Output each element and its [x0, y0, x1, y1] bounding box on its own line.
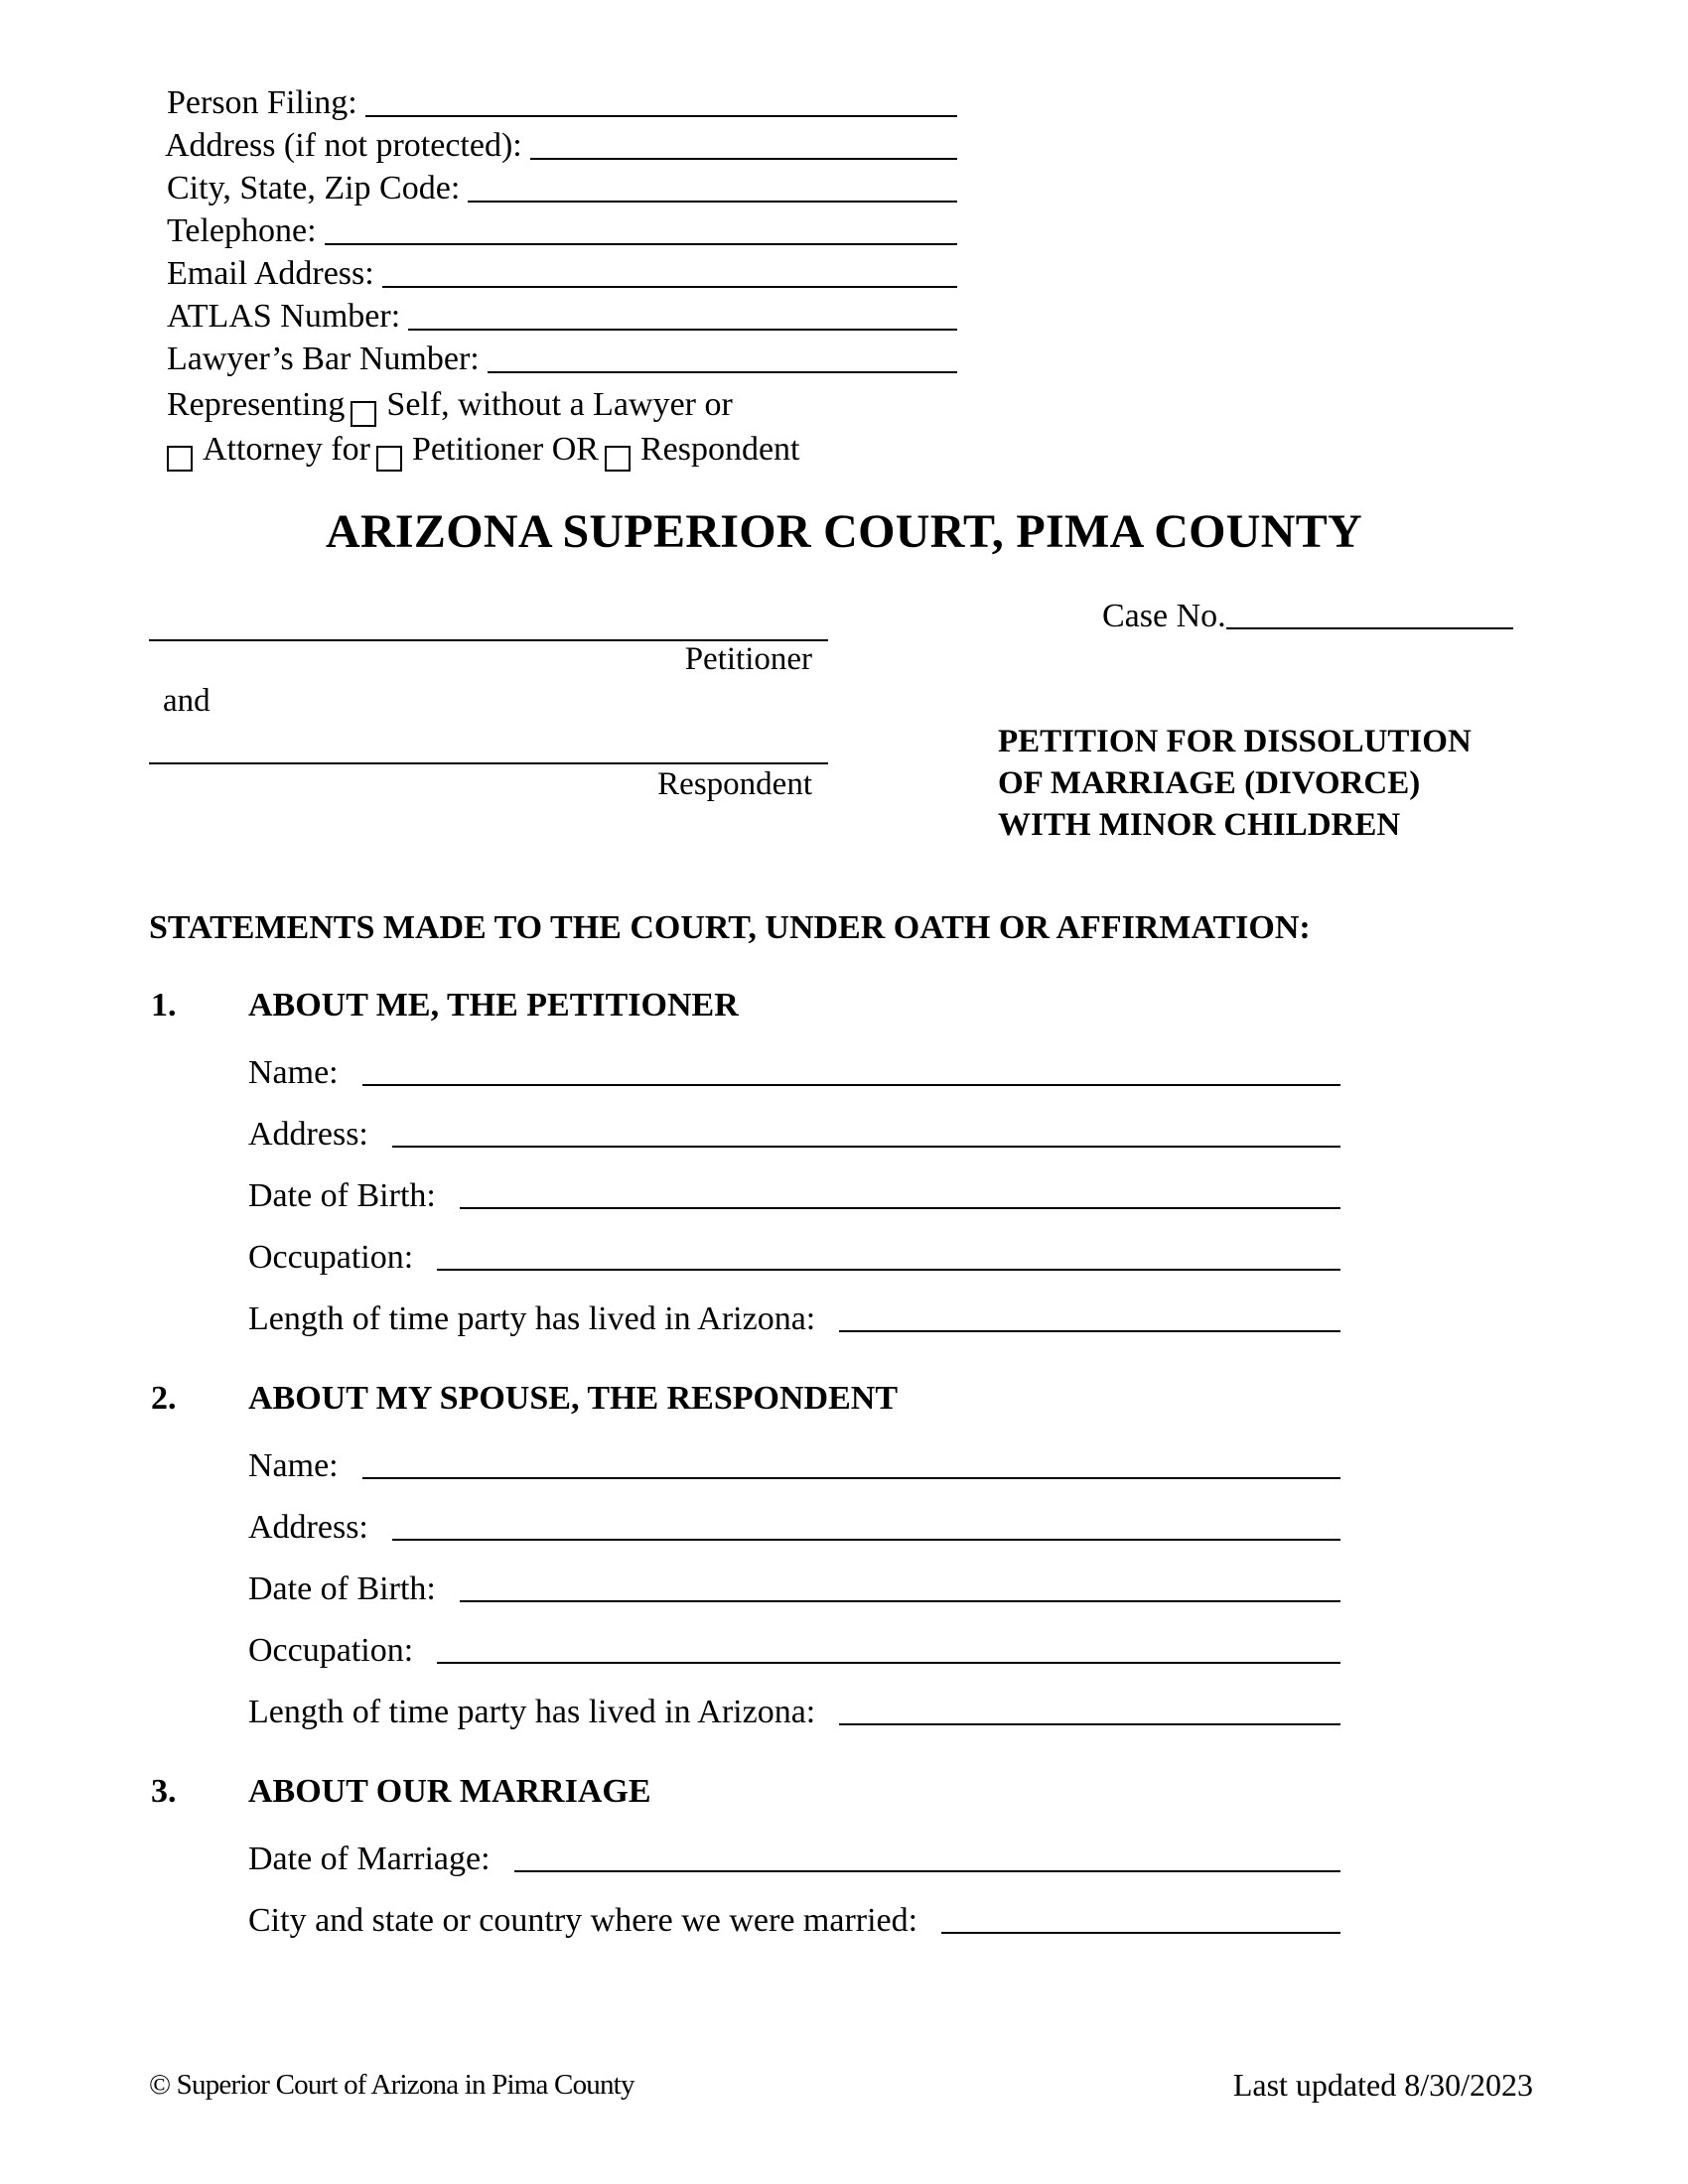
person-filing-line[interactable] [365, 115, 957, 117]
self-checkbox[interactable] [351, 401, 376, 427]
petitioner-name-input[interactable] [362, 1084, 1340, 1086]
marriage-place-field [248, 1902, 1340, 1940]
respondent-dob-field [248, 1570, 1340, 1608]
petitioner-name-field [248, 1054, 1340, 1092]
petitioner-residency-input[interactable] [839, 1330, 1340, 1332]
bar-number-line[interactable] [488, 371, 957, 373]
field-label: Occupation: [248, 1632, 414, 1669]
attorney-for-label: Attorney for [203, 431, 371, 468]
case-number-row [1102, 598, 1513, 635]
respondent-dob-input[interactable] [460, 1600, 1340, 1602]
respondent-checkbox[interactable] [605, 446, 631, 472]
respondent-address-field [248, 1509, 1340, 1547]
petitioner-caption-label: Petitioner [684, 641, 812, 677]
representing-label: Representing [167, 386, 346, 423]
address-line[interactable] [530, 158, 957, 160]
marriage-date-field [248, 1841, 1340, 1878]
document-title-line-1: PETITION FOR DISSOLUTION [998, 724, 1472, 759]
field-label: Occupation: [248, 1239, 414, 1276]
respondent-name-input[interactable] [362, 1477, 1340, 1479]
document-title-line-3: WITH MINOR CHILDREN [998, 807, 1401, 843]
and-label: and [163, 683, 211, 719]
respondent-address-input[interactable] [392, 1539, 1340, 1541]
bar-number-label: Lawyer’s Bar Number: [167, 341, 480, 377]
petitioner-occupation-input[interactable] [437, 1269, 1340, 1271]
section-2-number: 2. [151, 1380, 177, 1417]
case-number-line[interactable] [1226, 627, 1513, 629]
footer-copyright: © Superior Court of Arizona in Pima County [149, 2069, 634, 2101]
telephone-row [167, 209, 957, 253]
respondent-residency-input[interactable] [839, 1723, 1340, 1725]
telephone-line[interactable] [325, 243, 957, 245]
court-title: ARIZONA SUPERIOR COURT, PIMA COUNTY [326, 505, 1362, 558]
email-line[interactable] [382, 286, 957, 288]
section-3-number: 3. [151, 1773, 177, 1810]
field-label: Length of time party has lived in Arizona: [248, 1300, 816, 1337]
field-label: Address: [248, 1509, 368, 1546]
city-line[interactable] [468, 201, 957, 203]
email-label: Email Address: [167, 255, 374, 292]
bar-number-row [167, 338, 957, 381]
marriage-place-input[interactable] [941, 1932, 1340, 1934]
attorney-checkbox[interactable] [167, 446, 193, 472]
respondent-name-field [248, 1447, 1340, 1485]
section-1-title: ABOUT ME, THE PETITIONER [248, 987, 739, 1024]
petitioner-occupation-field [248, 1239, 1340, 1277]
field-label: City and state or country where we were married: [248, 1902, 918, 1939]
field-label: Address: [248, 1116, 368, 1153]
atlas-row [167, 295, 957, 339]
address-label: Address (if not protected): [165, 127, 522, 164]
section-1-number: 1. [151, 987, 177, 1024]
city-label: City, State, Zip Code: [167, 170, 461, 206]
petitioner-residency-field [248, 1300, 1340, 1338]
address-row [165, 124, 957, 168]
marriage-date-input[interactable] [514, 1870, 1340, 1872]
document-title-line-2: OF MARRIAGE (DIVORCE) [998, 765, 1421, 801]
respondent-occupation-field [248, 1632, 1340, 1670]
person-filing-label: Person Filing: [167, 84, 357, 121]
footer-last-updated: Last updated 8/30/2023 [1232, 2067, 1533, 2103]
self-option-label: Self, without a Lawyer or [386, 386, 733, 423]
section-2-title: ABOUT MY SPOUSE, THE RESPONDENT [248, 1380, 899, 1417]
field-label: Name: [248, 1054, 339, 1091]
field-label: Date of Marriage: [248, 1841, 491, 1877]
field-label: Date of Birth: [248, 1177, 436, 1214]
field-label: Name: [248, 1447, 339, 1484]
respondent-name-line[interactable] [149, 762, 828, 764]
respondent-option-label: Respondent [639, 431, 800, 468]
petitioner-or-label: Petitioner OR [412, 431, 599, 468]
respondent-caption-label: Respondent [657, 766, 812, 802]
field-label: Date of Birth: [248, 1570, 436, 1607]
petitioner-address-field [248, 1116, 1340, 1154]
telephone-label: Telephone: [167, 212, 317, 249]
respondent-residency-field [248, 1694, 1340, 1731]
filer-info-block [167, 81, 957, 478]
city-row [167, 167, 957, 210]
respondent-occupation-input[interactable] [437, 1662, 1340, 1664]
petitioner-checkbox[interactable] [376, 446, 402, 472]
statements-heading: STATEMENTS MADE TO THE COURT, UNDER OATH OR AFFIRMATION: [149, 909, 1311, 946]
atlas-line[interactable] [408, 329, 957, 331]
case-number-label: Case No. [1102, 598, 1226, 634]
section-3-title: ABOUT OUR MARRIAGE [248, 1773, 651, 1810]
atlas-label: ATLAS Number: [167, 298, 401, 335]
petitioner-address-input[interactable] [392, 1146, 1340, 1148]
petitioner-dob-field [248, 1177, 1340, 1215]
representing-row [167, 383, 733, 427]
document-title [998, 721, 1472, 846]
person-filing-row [167, 81, 957, 125]
attorney-row [167, 428, 800, 472]
field-label: Length of time party has lived in Arizona: [248, 1694, 816, 1730]
petitioner-dob-input[interactable] [460, 1207, 1340, 1209]
email-row [167, 252, 957, 296]
